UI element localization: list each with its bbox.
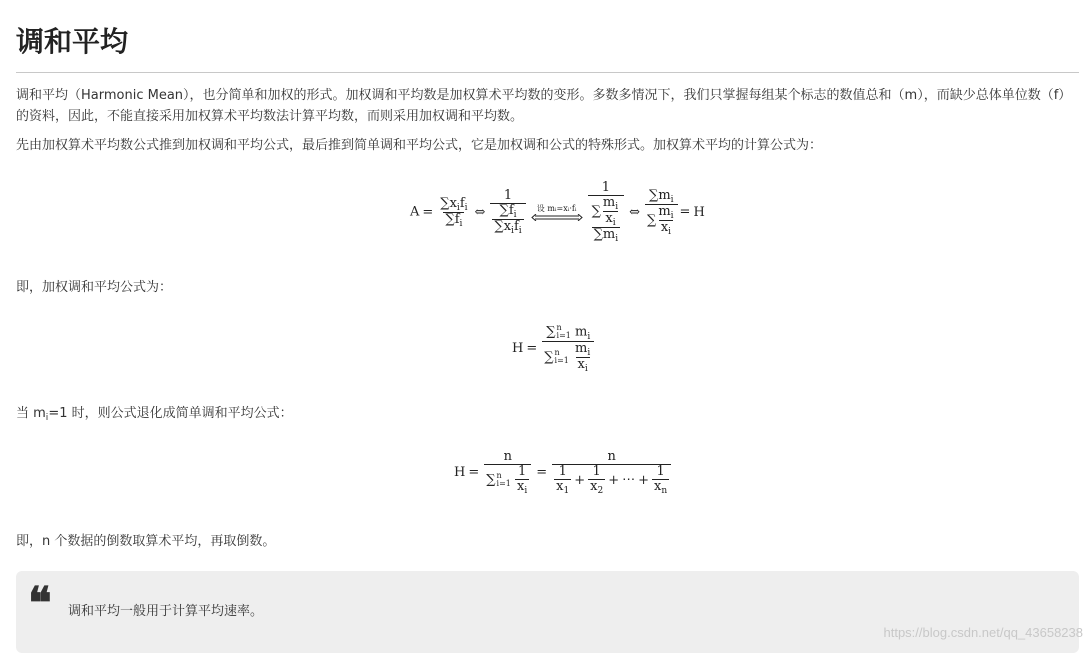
watermark: https://blog.csdn.net/qq_43658238: [883, 625, 1083, 640]
intro-paragraph: 调和平均（Harmonic Mean），也分简单和加权的形式。加权调和平均数是加权算术平均数的变形。多数多情况下，我们只掌握每组某个标志的数值总和（m），而缺少总体单位数（f）的资料，因此，不能直接采用加权算术平均数法计算平均数，而则采用加权调和平均数。: [16, 88, 1072, 124]
title-divider: [16, 72, 1079, 73]
quote-text: 调和平均一般用于计算平均速率。: [68, 604, 264, 619]
page-title: 调和平均: [16, 25, 129, 58]
quote-icon: ❝: [28, 578, 52, 629]
blockquote: [16, 571, 1079, 653]
formula-simple-harmonic: H = n ∑ n i=1 $\frac{1}{x_i}$ = n $\frac{1}{x_1}$ + $\frac{1}{x_2}$ + ⋯ + $\frac{1}{x_n}$: [454, 450, 673, 495]
derivation-paragraph: 先由加权算术平均数公式推到加权调和平均公式，最后推到简单调和平均公式，它是加权调和公式的特殊形式。加权算术平均的计算公式为：: [16, 138, 823, 153]
long-equivalence-arrow-icon: [531, 214, 583, 221]
simple-harmonic-label: 当 $m_i=1$ 时，则公式退化成简单调和平均公式：: [16, 406, 293, 423]
weighted-harmonic-label: 即，加权调和平均公式为：: [16, 280, 173, 295]
conclusion-paragraph: 即，n 个数据的倒数取算术平均，再取倒数。: [16, 534, 276, 549]
formula-weighted-arithmetic: A = $\frac{\sum x_if_i}{\sum f_i}$ ⇔ $\frac{1}{\frac{\sum f_i}{\sum x_if_i}}$ 设 mᵢ=xᵢ·fᵢ 1 ∑ $\frac{m_i}{x_i}$ $\sum m_i$ ⇔ $\sum m_i$ ∑ $\frac{m_i}{x_i}$ = H: [410, 180, 705, 244]
formula-weighted-harmonic: H = ∑ n i=1 $m_i$ ∑ n i=1 $\frac{m_i}{x_i}$: [512, 324, 596, 373]
